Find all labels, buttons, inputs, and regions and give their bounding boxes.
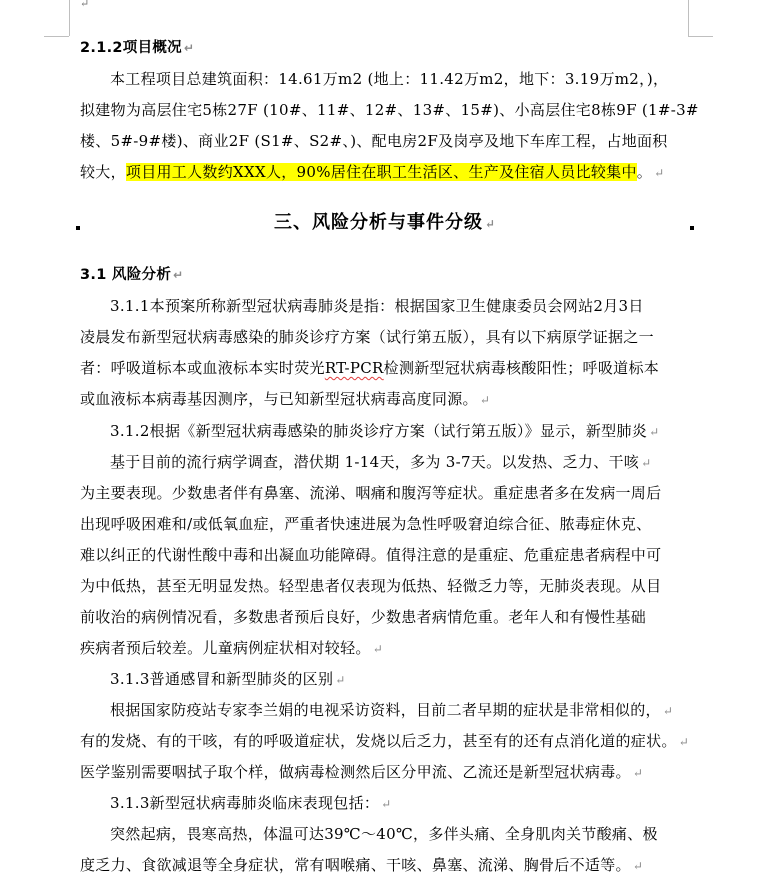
crop-mark-top-right: [688, 0, 689, 36]
paragraph-line[interactable]: 难以纠正的代谢性酸中毒和出凝血功能障碍。值得注意的是重症、危重症患者病程中可: [80, 546, 662, 564]
paragraph-line[interactable]: 有的发烧、有的干咳，有的呼吸道症状，发烧以后乏力，甚至有的还有点消化道的症状。 ↵: [80, 732, 690, 750]
paragraph-mark: ↵: [80, 0, 90, 10]
paragraph-line[interactable]: 疾病者预后较差。儿童病例症状相对较轻。 ↵: [80, 639, 384, 657]
paragraph-line[interactable]: 较大，项目用工人数约XXX人，90%居住在职工生活区、生产及住宿人员比较集中。 ↵: [80, 163, 665, 181]
paragraph-line[interactable]: 拟建物为高层住宅5栋27F (10#、11#、12#、13#、15#)、小高层住宅8栋9F (1#-3#: [80, 101, 699, 119]
paragraph-line[interactable]: 医学鉴别需要咽拭子取个样，做病毒检测然后区分甲流、乙流还是新型冠状病毒。 ↵: [80, 763, 644, 781]
paragraph-line[interactable]: 为主要表现。少数患者伴有鼻塞、流涕、咽痛和腹泻等症状。重症患者多在发病一周后: [80, 484, 662, 502]
format-mark: [690, 226, 694, 230]
paragraph-line[interactable]: 根据国家防疫站专家李兰娟的电视采访资料，目前二者早期的症状是非常相似的， ↵: [110, 701, 674, 719]
paragraph-line[interactable]: 本工程项目总建筑面积：14.61万m2 (地上：11.42万m2，地下：3.19万m2，)，: [110, 70, 669, 88]
paragraph-line[interactable]: 度乏力、食欲减退等全身症状，常有咽喉痛、干咳、鼻塞、流涕、胸骨后不适等。 ↵: [80, 856, 644, 874]
section-heading-3-1[interactable]: 3.1 风险分析 ↵: [80, 267, 184, 283]
crop-mark-top-right: [688, 36, 713, 37]
highlighted-text: 项目用工人数约XXX人，90%居住在职工生活区、生产及住宿人员比较集中: [125, 163, 637, 181]
paragraph-line[interactable]: 者：呼吸道标本或血液标本实时荧光RT-PCR检测新型冠状病毒核酸阳性；呼吸道标本: [80, 359, 660, 377]
paragraph-line[interactable]: 凌晨发布新型冠状病毒感染的肺炎诊疗方案（试行第五版），具有以下病原学证据之一: [80, 328, 654, 346]
format-mark: [76, 226, 80, 230]
subsection-heading[interactable]: 3.1.3新型冠状病毒肺炎临床表现包括： ↵: [110, 794, 392, 812]
chapter-title[interactable]: 三、风险分析与事件分级 ↵: [274, 212, 497, 233]
crop-mark-top-left: [69, 0, 70, 36]
paragraph-line[interactable]: 3.1.2根据《新型冠状病毒感染的肺炎诊疗方案（试行第五版）》显示，新型肺炎 ↵: [110, 422, 660, 440]
paragraph-line[interactable]: 基于目前的流行病学调查，潜伏期 1-14天，多为 3-7天。以发热、乏力、干咳 ↵: [110, 453, 652, 471]
paragraph-line[interactable]: 前收治的病例情况看，多数患者预后良好，少数患者病情危重。老年人和有慢性基础: [80, 608, 647, 626]
crop-mark-top-left: [44, 36, 69, 37]
paragraph-line[interactable]: 突然起病，畏寒高热，体温可达39℃～40℃，多伴头痛、全身肌肉关节酸痛、极: [110, 825, 658, 843]
section-heading-2-1-2[interactable]: 2.1.2项目概况 ↵: [80, 40, 195, 56]
spellcheck-underline[interactable]: RT-PCR: [324, 359, 384, 377]
paragraph-line[interactable]: 为中低热，甚至无明显发热。轻型患者仅表现为低热、轻微乏力等，无肺炎表现。从目: [80, 577, 662, 595]
subsection-heading[interactable]: 3.1.3普通感冒和新型肺炎的区别 ↵: [110, 670, 346, 688]
paragraph-line[interactable]: 出现呼吸困难和/或低氧血症，严重者快速进展为急性呼吸窘迫综合征、脓毒症休克、: [80, 515, 652, 533]
paragraph-line[interactable]: 3.1.1本预案所称新型冠状病毒肺炎是指：根据国家卫生健康委员会网站2月3日: [110, 297, 644, 315]
paragraph-line[interactable]: 或血液标本病毒基因测序，与已知新型冠状病毒高度同源。 ↵: [80, 390, 491, 408]
paragraph-line[interactable]: 楼、5#-9#楼)、商业2F (S1#、S2#、)、配电房2F及岗亭及地下车库工程，占地面积: [80, 132, 668, 150]
